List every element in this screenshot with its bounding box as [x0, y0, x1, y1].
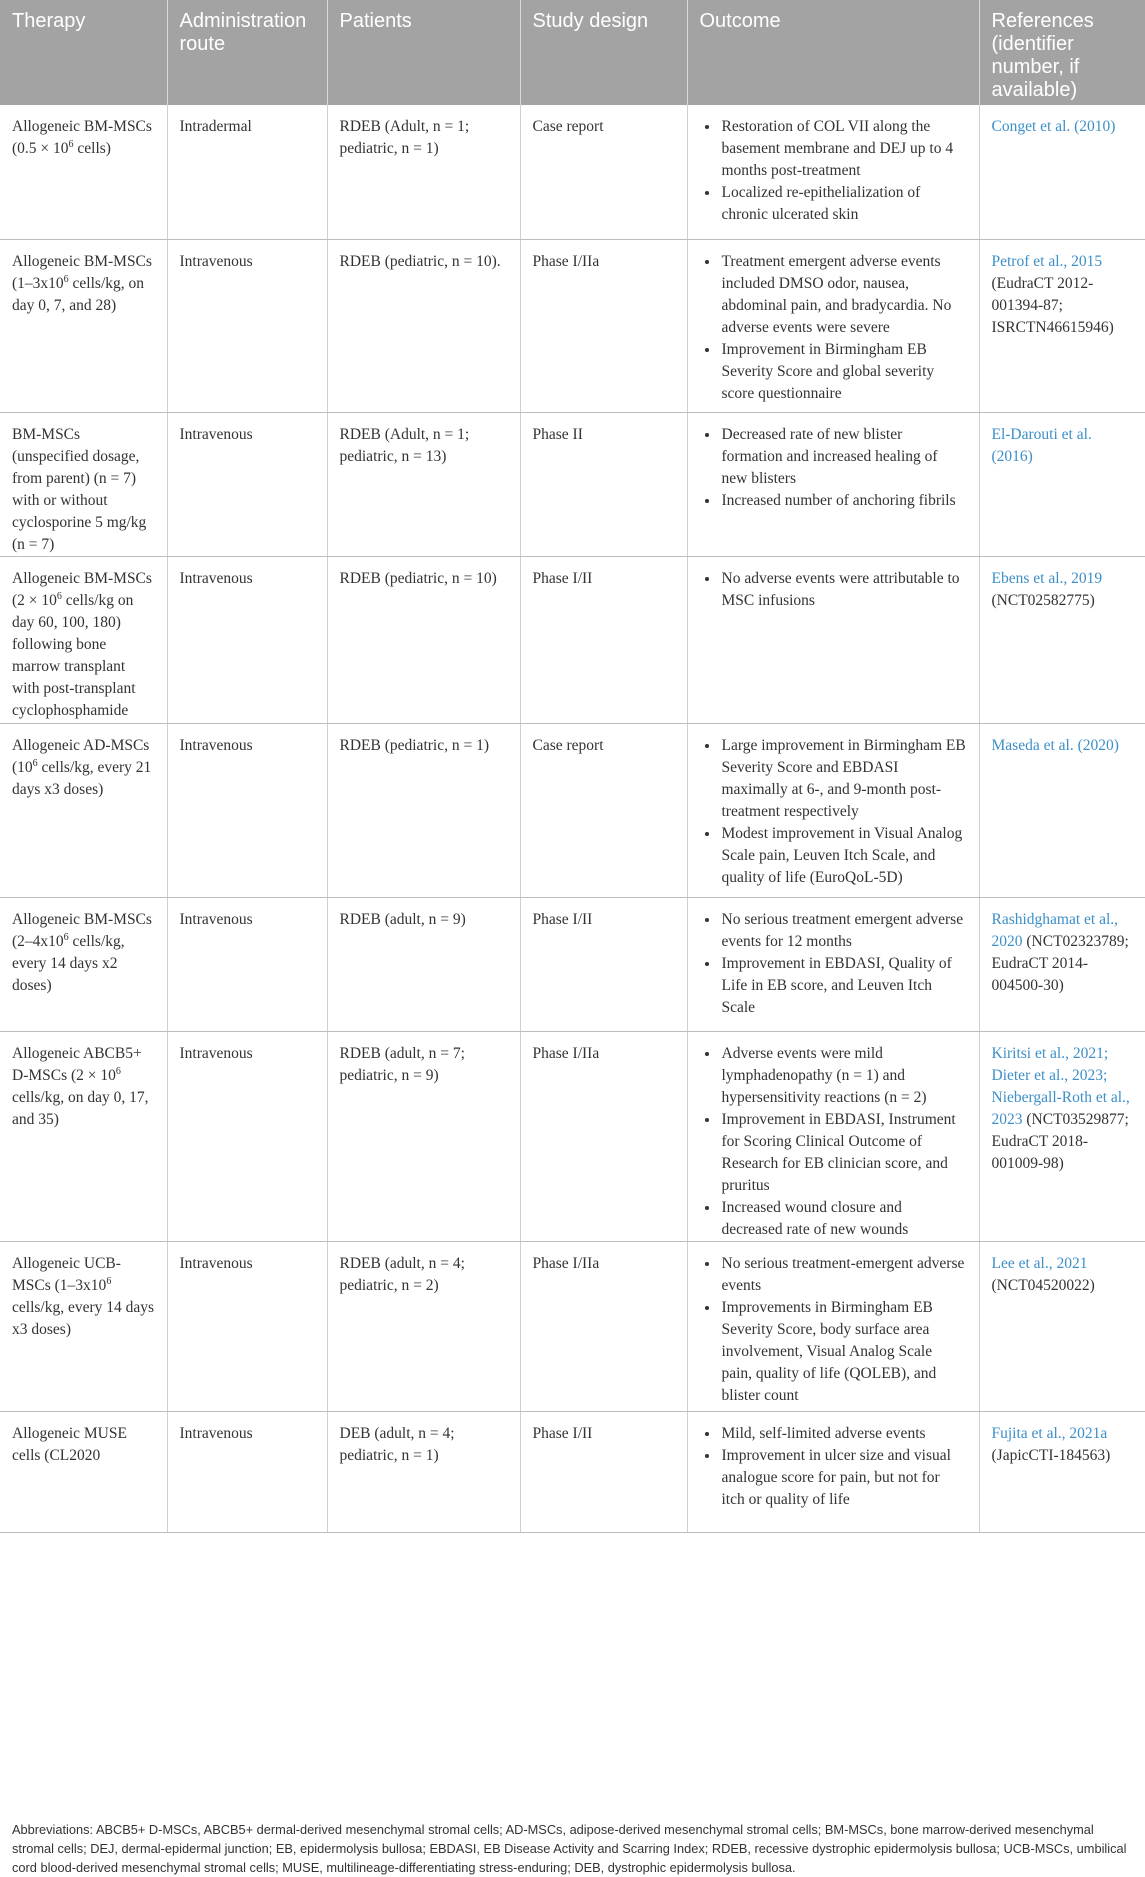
outcome-item: • Modest improvement in Visual Analog Scale pain, Leuven Itch Scale, and quality of life (EuroQoL-5D) [720, 823, 967, 889]
table-header-row [0, 0, 1145, 105]
outcome-list [700, 424, 967, 512]
cell-patients: RDEB (adult, n = 4; pediatric, n = 2) [327, 1241, 520, 1411]
header-administration-route: Administration route [167, 0, 327, 105]
table-row [0, 105, 1145, 239]
cell-outcome [687, 239, 979, 412]
table-row [0, 1411, 1145, 1532]
header-references: References (identifier number, if available) [979, 0, 1145, 105]
cell-administration-route: Intravenous [167, 412, 327, 556]
reference-link[interactable]: El-Darouti et al. (2016) [991, 425, 1092, 465]
cell-study-design: Phase I/IIa [520, 1031, 687, 1241]
reference-link[interactable]: Niebergall-Roth et al., 2023 [991, 1088, 1130, 1128]
reference-link[interactable]: Conget et al. (2010) [991, 118, 1116, 135]
cell-therapy: Allogeneic AD-MSCs ($10^6$ cells/kg, every 21 days x3 doses) [0, 723, 167, 897]
cell-administration-route: Intradermal [167, 105, 327, 239]
outcome-item: • Improvements in Birmingham EB Severity Score, body surface area involvement, Visual Analog Scale pain, quality of life (QOLEB), and blister count [720, 1297, 967, 1407]
cell-study-design: Case report [520, 105, 687, 239]
cell-references [979, 897, 1145, 1031]
cell-administration-route: Intravenous [167, 239, 327, 412]
header-outcome: Outcome [687, 0, 979, 105]
table-row [0, 1031, 1145, 1241]
outcome-item: • No adverse events were attributable to MSC infusions [720, 568, 967, 612]
reference-link[interactable]: Maseda et al. (2020) [991, 736, 1119, 754]
abbreviations-footnote: Abbreviations: ABCB5+ D-MSCs, ABCB5+ dermal-derived mesenchymal stromal cells; AD-MSCs, adipose-derived mesenchymal stromal cells; BM-MSCs, bone marrow-derived mesenchymal stromal cells; DEJ, dermal-epidermal junction; EB, epidermolysis bullosa; EBDASI, EB Disease Activity and Scarring Index; RDEB, recessive dystrophic epidermolysis bullosa; UCB-MSCs, umbilical cord blood-derived mesenchymal stromal cells; MUSE, multilineage-differentiating stress-enduring; DEB, dystrophic epidermolysis bullosa. [12, 1822, 1127, 1875]
cell-study-design: Phase I/II [520, 897, 687, 1031]
cell-references [979, 1031, 1145, 1241]
cell-outcome [687, 1031, 979, 1241]
cell-therapy: BM-MSCs (unspecified dosage, from parent) (n = 7) with or without cyclosporine 5 mg/kg (n = 7) [0, 412, 167, 556]
table-row [0, 412, 1145, 556]
outcome-item: • Improvement in ulcer size and visual analogue score for pain, but not for itch or quality of life [720, 1445, 967, 1511]
cell-outcome [687, 412, 979, 556]
outcome-item: • Improvement in EBDASI, Instrument for Scoring Clinical Outcome of Research for EB clinician score, and pruritus [720, 1109, 967, 1197]
cell-patients: RDEB (pediatric, n = 1) [327, 723, 520, 897]
outcome-item: • Increased wound closure and decreased rate of new wounds [720, 1197, 967, 1241]
cell-outcome [687, 1411, 979, 1532]
cell-outcome [687, 556, 979, 723]
table-row [0, 1241, 1145, 1411]
table-row [0, 556, 1145, 723]
outcome-list [700, 1043, 967, 1241]
outcome-item: • No serious treatment-emergent adverse events [720, 1253, 967, 1297]
cell-patients: RDEB (pediatric, n = 10) [327, 556, 520, 723]
cell-therapy: Allogeneic MUSE cells (CL2020 [0, 1411, 167, 1532]
reference-identifier: (NCT02582775) [991, 591, 1095, 609]
outcome-list [700, 735, 967, 889]
outcome-list [700, 909, 967, 1019]
reference-link[interactable]: Dieter et al., 2023; [991, 1066, 1108, 1084]
cell-study-design: Phase I/II [520, 556, 687, 723]
cell-patients: RDEB (pediatric, n = 10). [327, 239, 520, 412]
outcome-item: • Restoration of COL VII along the basement membrane and DEJ up to 4 months post-treatment [720, 116, 967, 182]
cell-therapy: Allogeneic UCB-MSCs ($1-3x10^6$ cells/kg, every 14 days x3 doses) [0, 1241, 167, 1411]
outcome-item: • Mild, self-limited adverse events [720, 1423, 967, 1445]
reference-identifier: (NCT04520022) [991, 1276, 1095, 1294]
outcome-list [700, 251, 967, 405]
cell-outcome [687, 1241, 979, 1411]
cell-outcome [687, 723, 979, 897]
reference-identifier: (NCT03529877; EudraCT 2018-001009-98) [991, 1110, 1129, 1172]
cell-references [979, 1411, 1145, 1532]
outcome-item: • Improvement in Birmingham EB Severity Score and global severity score questionnaire [720, 339, 967, 405]
cell-references [979, 556, 1145, 723]
cell-study-design: Phase I/II [520, 1411, 687, 1532]
cell-therapy: Allogeneic BM-MSCs ($1-3x10^6$ cells/kg, on day 0, 7, and 28) [0, 239, 167, 412]
header-study-design: Study design [520, 0, 687, 105]
cell-study-design: Phase II [520, 412, 687, 556]
cell-outcome [687, 897, 979, 1031]
reference-link[interactable]: Kiritsi et al., 2021; [991, 1044, 1109, 1062]
outcome-item: • Adverse events were mild lymphadenopathy (n = 1) and hypersensitivity reactions (n = 2) [720, 1043, 967, 1109]
reference-link[interactable]: Petrof et al., 2015 [991, 252, 1103, 270]
cell-patients: RDEB (adult, n = 7; pediatric, n = 9) [327, 1031, 520, 1241]
cell-patients: RDEB (adult, n = 9) [327, 897, 520, 1031]
reference-identifier: (NCT02323789; EudraCT 2014-004500-30) [991, 932, 1129, 994]
header-therapy: Therapy [0, 0, 167, 105]
table-row [0, 897, 1145, 1031]
reference-link[interactable]: Ebens et al., 2019 [991, 569, 1103, 587]
cell-administration-route: Intravenous [167, 723, 327, 897]
cell-patients: DEB (adult, n = 4; pediatric, n = 1) [327, 1411, 520, 1532]
outcome-item: • Localized re-epithelialization of chronic ulcerated skin [720, 182, 967, 226]
outcome-list [700, 568, 967, 612]
reference-link[interactable]: Fujita et al., 2021a [991, 1424, 1108, 1442]
outcome-item: • Treatment emergent adverse events included DMSO odor, nausea, abdominal pain, and bradycardia. No adverse events were severe [720, 251, 967, 339]
cell-study-design: Case report [520, 723, 687, 897]
outcome-item: • Decreased rate of new blister formation and increased healing of new blisters [720, 424, 967, 490]
cell-study-design: Phase I/IIa [520, 1241, 687, 1411]
outcome-item: • Increased number of anchoring fibrils [720, 490, 967, 512]
outcome-item: • Improvement in EBDASI, Quality of Life in EB score, and Leuven Itch Scale [720, 953, 967, 1019]
cell-patients: RDEB (Adult, n = 1; pediatric, n = 1) [327, 105, 520, 239]
cell-outcome [687, 105, 979, 239]
reference-identifier: (EudraCT 2012-001394-87; ISRCTN46615946) [991, 274, 1114, 336]
cell-references [979, 1241, 1145, 1411]
cell-administration-route: Intravenous [167, 1241, 327, 1411]
cell-administration-route: Intravenous [167, 1031, 327, 1241]
cell-administration-route: Intravenous [167, 897, 327, 1031]
outcome-list [700, 1253, 967, 1407]
cell-therapy: Allogeneic ABCB5+ D-MSCs ($2 \times 10^6$ cells/kg, on day 0, 17, and 35) [0, 1031, 167, 1241]
reference-identifier: (JapicCTI-184563) [991, 1446, 1111, 1464]
outcome-item: • No serious treatment emergent adverse events for 12 months [720, 909, 967, 953]
cell-patients: RDEB (Adult, n = 1; pediatric, n = 13) [327, 412, 520, 556]
reference-link[interactable]: Rashidghamat et al., 2020 [991, 910, 1119, 950]
header-patients: Patients [327, 0, 520, 105]
reference-link[interactable]: Lee et al., 2021 [991, 1254, 1088, 1272]
cell-therapy: Allogeneic BM-MSCs ($2-4x10^6$ cells/kg, every 14 days x2 doses) [0, 897, 167, 1031]
table-body [0, 105, 1145, 1532]
cell-study-design: Phase I/IIa [520, 239, 687, 412]
cell-references [979, 723, 1145, 897]
cell-references [979, 412, 1145, 556]
table-row [0, 723, 1145, 897]
outcome-list [700, 1423, 967, 1511]
outcome-list [700, 116, 967, 226]
cell-therapy: Allogeneic BM-MSCs ($0.5 \times 10^6$ cells) [0, 105, 167, 239]
cell-therapy: Allogeneic BM-MSCs ($2 \times 10^6$ cells/kg on day 60, 100, 180) following bone marrow transplant with post-transplant cyclophosphamide [0, 556, 167, 723]
cell-references [979, 105, 1145, 239]
table-row [0, 239, 1145, 412]
outcome-item: • Large improvement in Birmingham EB Severity Score and EBDASI maximally at 6-, and 9-month post-treatment respectively [720, 735, 967, 823]
cell-references [979, 239, 1145, 412]
cell-administration-route: Intravenous [167, 1411, 327, 1532]
cell-administration-route: Intravenous [167, 556, 327, 723]
